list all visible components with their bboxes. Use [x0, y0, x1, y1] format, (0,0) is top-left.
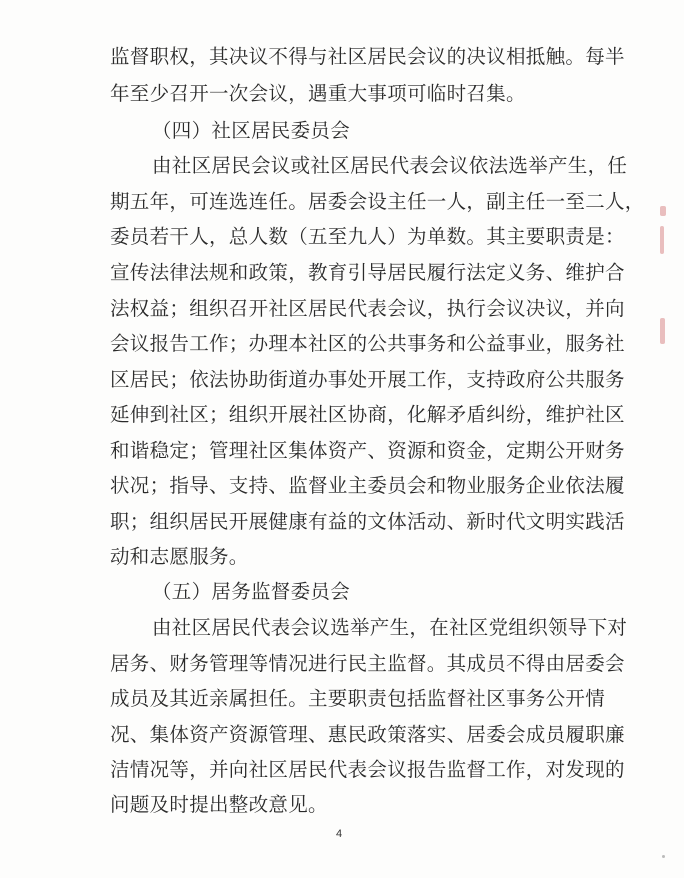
- body-text-line: 期五年，可连选连任。居委会设主任一人，副主任一至二人，: [110, 190, 645, 213]
- body-text-line: 况、集体资产资源管理、惠民政策落实、居委会成员履职廉: [110, 723, 625, 746]
- body-text-line: 由社区居民代表会议选举产生，在社区党组织领导下对: [152, 616, 628, 639]
- section-heading-5: （五）居务监督委员会: [152, 580, 351, 603]
- body-text-line: 监督职权，其决议不得与社区居民会议的决议相抵触。每半: [110, 45, 625, 68]
- body-text-line: 宣传法律法规和政策，教育引导居民履行法定义务、维护合: [110, 261, 625, 284]
- body-text-line: 委员若干人，总人数（五至九人）为单数。其主要职责是：: [110, 225, 625, 248]
- body-text-line: 法权益；组织召开社区居民代表会议，执行会议决议，并向: [110, 297, 625, 320]
- body-text-line: 年至少召开一次会议，遇重大事项可临时召集。: [110, 82, 526, 105]
- body-text-line: 区居民；依法协助街道办事处开展工作，支持政府公共服务: [110, 368, 625, 391]
- body-text-line: 由社区居民会议或社区居民代表会议依法选举产生，任: [152, 154, 628, 177]
- body-text-line: 成员及其近亲属担任。主要职责包括监督社区事务公开情: [110, 687, 606, 710]
- page-number: 4: [336, 828, 343, 840]
- section-heading-4: （四）社区居民委员会: [152, 119, 351, 142]
- body-text-line: 延伸到社区；组织开展社区协商，化解矛盾纠纷，维护社区: [110, 403, 625, 426]
- body-text-line: 居务、财务管理等情况进行民主监督。其成员不得由居委会: [110, 652, 625, 675]
- body-text-line: 动和志愿服务。: [110, 545, 249, 568]
- seal-stamp-fragment: [660, 206, 666, 216]
- scan-speck: [662, 855, 665, 858]
- body-text-line: 和谐稳定；管理社区集体资产、资源和资金，定期公开财务: [110, 439, 625, 462]
- body-text-line: 状况；指导、支持、监督业主委员会和物业服务企业依法履: [110, 474, 625, 497]
- body-text-line: 洁情况等，并向社区居民代表会议报告监督工作，对发现的: [110, 758, 625, 781]
- body-text-line: 问题及时提出整改意见。: [110, 793, 328, 816]
- seal-stamp-fragment: [660, 226, 664, 254]
- seal-stamp-fragment: [660, 318, 665, 344]
- body-text-line: 会议报告工作；办理本社区的公共事务和公益事业，服务社: [110, 332, 625, 355]
- body-text-line: 职；组织居民开展健康有益的文体活动、新时代文明实践活: [110, 510, 625, 533]
